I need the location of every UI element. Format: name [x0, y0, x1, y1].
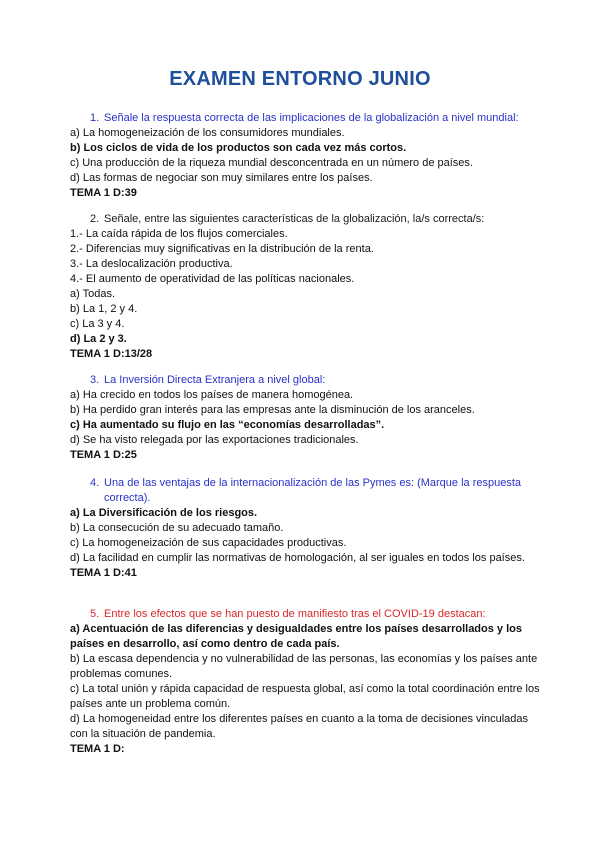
tema-reference: TEMA 1 D:25	[70, 449, 137, 461]
question-text: Una de las ventajas de la internacionalización de las Pymes es: (Marque la respuesta correcta).	[104, 477, 522, 504]
answer-c: c) La homogeneización de sus capacidades productivas.	[70, 537, 347, 549]
question-number: 1.	[90, 112, 100, 124]
answer-d: d) Se ha visto relegada por las exportaciones tradicionales.	[70, 434, 359, 446]
question-5	[70, 607, 540, 757]
answer-a: a) Acentuación de las diferencias y desigualdades entre los países desarrollados y los países en desarrollo, así como dentro de cada país.	[70, 623, 522, 650]
question-5-header	[70, 607, 540, 622]
answer-b: b) Los ciclos de vida de los productos son cada vez más cortos.	[70, 142, 407, 154]
answer-c: c) Una producción de la riqueza mundial desconcentrada en un número de países.	[70, 157, 473, 169]
tema-reference: TEMA 1 D:13/28	[70, 348, 153, 360]
question-2-header	[70, 212, 540, 227]
answer-d: d) La 2 y 3.	[70, 333, 127, 345]
question-3-header	[70, 373, 540, 388]
statement-4: 4.- El aumento de operatividad de las políticas nacionales.	[70, 273, 355, 285]
statement-3: 3.- La deslocalización productiva.	[70, 258, 233, 270]
answer-b: b) La consecución de su adecuado tamaño.	[70, 522, 284, 534]
answer-d: d) La facilidad en cumplir las normativas de homologación, al ser iguales en todos los países.	[70, 552, 525, 564]
tema-reference: TEMA 1 D:39	[70, 187, 137, 199]
question-text: La Inversión Directa Extranjera a nivel global:	[104, 374, 326, 386]
statement-1: 1.- La caída rápida de los flujos comerciales.	[70, 228, 288, 240]
question-number: 4.	[90, 477, 100, 489]
question-number: 5.	[90, 608, 100, 620]
question-text: Señale, entre las siguientes características de la globalización, la/s correcta/s:	[104, 213, 485, 225]
page-title: EXAMEN ENTORNO JUNIO	[169, 68, 431, 90]
answer-b: b) Ha perdido gran interés para las empresas ante la disminución de los aranceles.	[70, 404, 475, 416]
question-number: 3.	[90, 374, 100, 386]
answer-a: a) Ha crecido en todos los países de manera homogénea.	[70, 389, 354, 401]
answer-d: d) Las formas de negociar son muy similares entre los países.	[70, 172, 373, 184]
tema-reference: TEMA 1 D:41	[70, 567, 137, 579]
answer-b: b) La escasa dependencia y no vulnerabilidad de las personas, las economías y los países ante problemas comunes.	[70, 653, 538, 680]
statement-2: 2.- Diferencias muy significativas en la distribución de la renta.	[70, 243, 374, 255]
answer-c: c) La total unión y rápida capacidad de respuesta global, así como la total coordinación entre los países ante un problema común.	[70, 683, 540, 710]
answer-a: a) Todas.	[70, 288, 116, 300]
question-1-header	[70, 111, 540, 126]
answer-b: b) La 1, 2 y 4.	[70, 303, 138, 315]
question-text: Señale la respuesta correcta de las implicaciones de la globalización a nivel mundial:	[104, 112, 519, 124]
answer-a: a) La homogeneización de los consumidores mundiales.	[70, 127, 345, 139]
question-2	[70, 212, 540, 362]
answer-d: d) La homogeneidad entre los diferentes países en cuanto a la toma de decisiones vinculadas con la situación de pandemia.	[70, 713, 529, 740]
question-text: Entre los efectos que se han puesto de manifiesto tras el COVID-19 destacan:	[104, 608, 486, 620]
question-4-header	[70, 476, 540, 506]
question-4	[70, 476, 540, 581]
answer-c: c) La 3 y 4.	[70, 318, 125, 330]
answer-a: a) La Diversificación de los riesgos.	[70, 507, 258, 519]
question-number: 2.	[90, 213, 100, 225]
tema-reference: TEMA 1 D:	[70, 743, 125, 755]
question-3	[70, 373, 540, 463]
question-1	[70, 111, 540, 201]
answer-c: c) Ha aumentado su flujo en las “economías desarrolladas”.	[70, 419, 385, 431]
